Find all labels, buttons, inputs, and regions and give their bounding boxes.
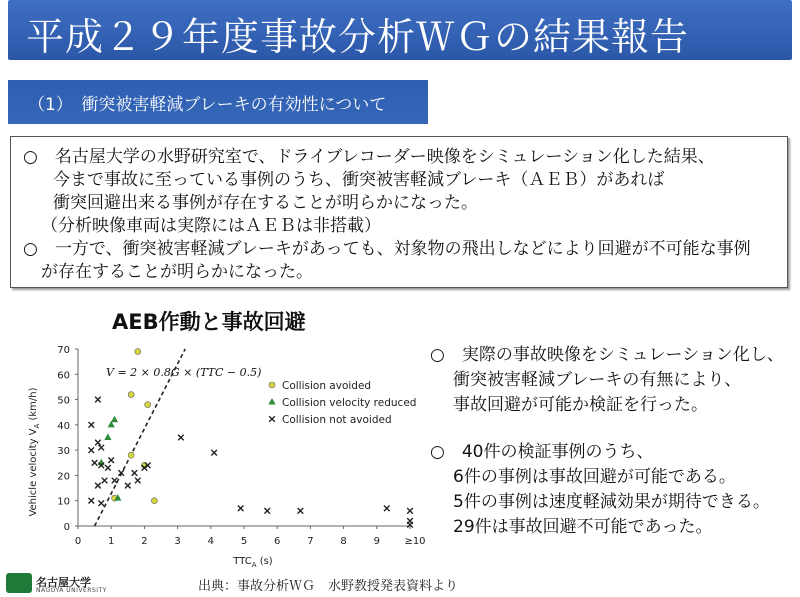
not-avoided-point: [238, 506, 244, 512]
avoided-point: [128, 392, 134, 398]
not-avoided-point: [112, 478, 118, 484]
summary-line: 衝突回避出来る事例が存在することが明らかになった。: [53, 193, 478, 213]
reduced-point: [111, 416, 118, 423]
right-line: 5件の事例は速度軽減効果が期待できる。: [453, 492, 770, 512]
page-title: 平成２９年度事故分析ＷＧの結果報告: [26, 15, 690, 59]
y-tick-label: 20: [57, 471, 70, 483]
summary-box: [10, 136, 788, 288]
chart-title: AEB作動と事故回避: [112, 310, 306, 334]
reduced-point: [98, 459, 105, 466]
legend-avoided-marker: [269, 382, 275, 388]
legend-not-avoided-marker: [269, 416, 275, 422]
not-avoided-point: [298, 508, 304, 514]
not-avoided-point: [384, 506, 390, 512]
y-ticks: [57, 345, 78, 533]
summary-line: ○ 名古屋大学の水野研究室で、ドライブレコーダー映像をシミュレーション化した結果、: [23, 147, 715, 167]
legend-reduced-marker: [268, 398, 275, 405]
title-bar: [8, 0, 792, 60]
not-avoided-point: [95, 397, 101, 403]
reduced-point: [104, 434, 111, 441]
section-header: [8, 80, 428, 124]
legend-label: Collision not avoided: [282, 414, 392, 426]
not-avoided-point: [211, 450, 217, 456]
not-avoided-point: [88, 447, 94, 453]
right-line: ○ 実際の事故映像をシミュレーション化し、: [430, 345, 784, 365]
summary-line: が存在することが明らかになった。: [41, 262, 313, 282]
x-tick-label: 0: [74, 536, 82, 547]
x-tick-label: 4: [207, 536, 214, 547]
x-tick-label: 7: [307, 536, 314, 547]
right-line: 事故回避が可能か検証を行った。: [453, 395, 708, 415]
svg-text:Vehicle velocity VA (km/h): Vehicle velocity $V_A$ (km/h): [28, 387, 41, 517]
x-tick-label: 9: [373, 536, 380, 547]
summary-line: 今まで事故に至っている事例のうち、衝突被害軽減ブレーキ（ＡＥＢ）があれば: [53, 170, 665, 190]
not-avoided-point: [132, 470, 138, 476]
not-avoided-point: [98, 445, 104, 451]
summary-line: ○ 一方で、衝突被害軽減ブレーキがあっても、対象物の飛出しなどにより回避が不可能な事例: [23, 239, 751, 259]
source-note: 出典：事故分析ＷＧ 水野教授発表資料より: [198, 579, 459, 594]
x-tick-label: 8: [340, 536, 347, 547]
right-line: 衝突被害軽減ブレーキの有無により、: [453, 370, 742, 390]
y-tick-label: 10: [57, 496, 70, 508]
not-avoided-point: [105, 465, 111, 471]
y-tick-label: 40: [57, 420, 70, 432]
not-avoided-point: [88, 498, 94, 504]
logo-text: 名古屋大学: [36, 576, 91, 589]
right-line: 6件の事例は事故回避が可能である。: [453, 467, 736, 487]
not-avoided-point: [102, 478, 108, 484]
y-tick-label: 30: [57, 446, 70, 458]
x-tick-label: 3: [174, 536, 181, 547]
y-tick-label: 70: [57, 345, 70, 356]
section-title: （1） 衝突被害軽減ブレーキの有効性について: [28, 95, 387, 115]
x-tick-label: 6: [274, 536, 281, 547]
not-avoided-point: [125, 483, 131, 489]
university-logo-icon: [6, 573, 32, 593]
logo-subtext: NAGOYA UNIVERSITY: [36, 587, 107, 594]
not-avoided-point: [95, 440, 101, 446]
x-tick-label: ≥10: [404, 536, 426, 547]
x-axis-label: [232, 556, 273, 569]
not-avoided-point: [108, 457, 114, 463]
x-tick-label: 1: [108, 536, 115, 547]
not-avoided-point: [95, 483, 101, 489]
y-axis-label: [28, 387, 41, 516]
avoided-point: [135, 349, 141, 355]
summary-line: （分析映像車両は実際にはＡＥＢは非搭載）: [41, 216, 381, 236]
legend: [268, 380, 416, 426]
x-ticks: [75, 526, 426, 547]
y-tick-label: 60: [57, 370, 70, 382]
avoided-point: [151, 498, 157, 504]
equation-label: V = 2 × 0.8G × (TTC − 0.5): [106, 366, 262, 379]
legend-label: Collision avoided: [282, 380, 372, 392]
not-avoided-point: [88, 422, 94, 428]
x-tick-label: 2: [141, 536, 148, 547]
right-line: ○ 40件の検証事例のうち、: [430, 442, 654, 462]
not-avoided-point: [92, 460, 98, 466]
not-avoided-point: [264, 508, 270, 514]
scatter-chart: [20, 334, 450, 570]
not-avoided-point: [98, 500, 104, 506]
avoided-point: [145, 402, 151, 408]
avoided-point: [128, 452, 134, 458]
not-avoided-point: [407, 508, 413, 514]
not-avoided-point: [135, 478, 141, 484]
right-line: 29件は事故回避不可能であった。: [453, 517, 713, 537]
legend-label: Collision velocity reduced: [282, 397, 417, 409]
y-tick-label: 0: [63, 522, 70, 533]
y-tick-label: 50: [57, 395, 70, 407]
not-avoided-point: [178, 435, 184, 441]
x-tick-label: 5: [240, 536, 248, 547]
svg-text:TTCA (s): $TTC_A$ (s): [233, 556, 273, 569]
